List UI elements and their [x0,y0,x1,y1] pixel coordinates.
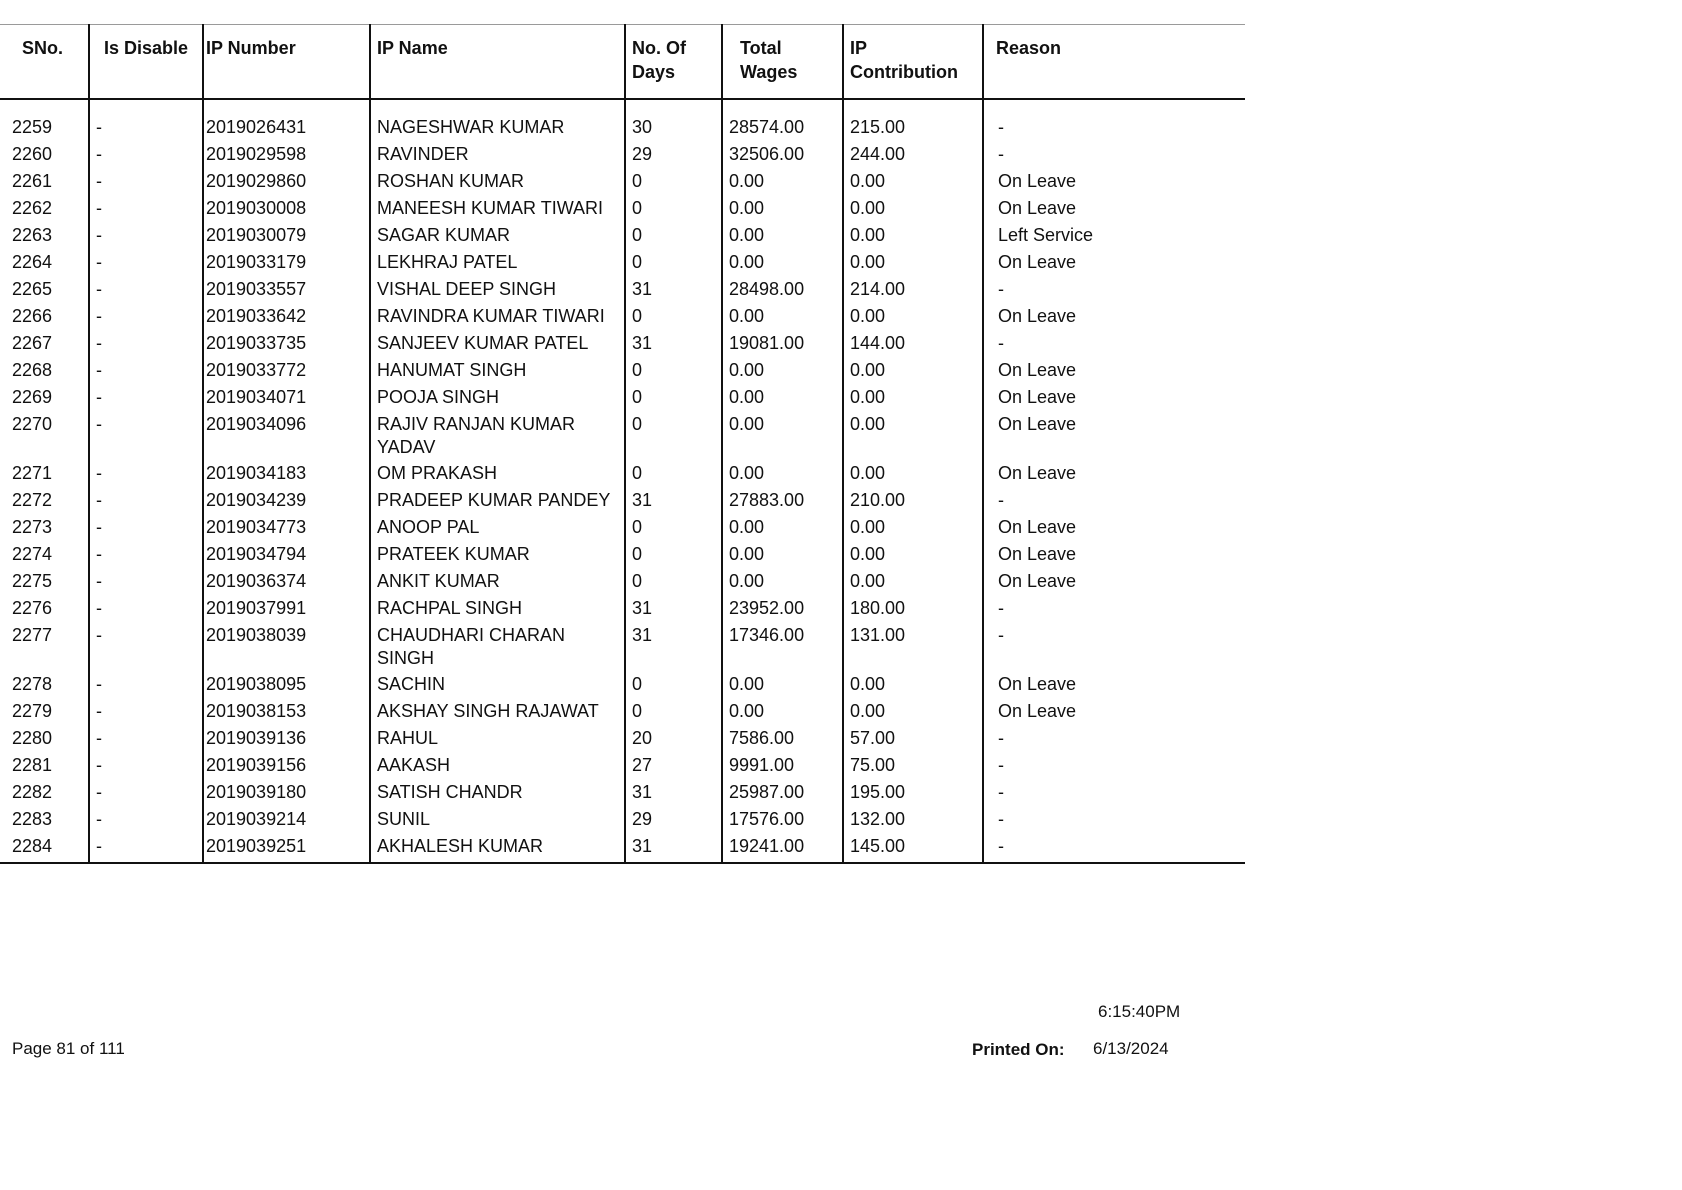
header-is-disable: Is Disable [89,25,203,100]
cell-ip-number: 2019034239 [203,486,370,513]
cell-reason: On Leave [983,567,1245,594]
cell-no-of-days: 0 [625,248,722,275]
cell-reason: - [983,275,1245,302]
table-row [0,697,1245,724]
cell-is-disable: - [89,778,203,805]
cell-ip-name: NAGESHWAR KUMAR [370,113,625,140]
cell-sno: 2260 [12,144,53,164]
cell-total-wages: 19081.00 [722,329,843,356]
cell-no-of-days: 31 [625,832,722,863]
cell-ip-contribution: 57.00 [843,724,983,751]
cell-reason: On Leave [983,248,1245,275]
cell-is-disable: - [89,567,203,594]
spacer-cell [370,99,625,113]
cell-no-of-days: 20 [625,724,722,751]
cell-ip-name: ROSHAN KUMAR [370,167,625,194]
spacer-cell [722,99,843,113]
cell-ip-name: SAGAR KUMAR [370,221,625,248]
cell-total-wages: 17576.00 [722,805,843,832]
table-row [0,486,1245,513]
cell-total-wages: 32506.00 [722,140,843,167]
cell-reason: Left Service [983,221,1245,248]
table-row [0,302,1245,329]
spacer-cell [983,99,1245,113]
cell-ip-number: 2019039180 [203,778,370,805]
cell-reason: On Leave [983,356,1245,383]
table-row [0,275,1245,302]
cell-sno: 2261 [12,171,53,191]
cell-no-of-days: 0 [625,513,722,540]
header-ip-contribution-line1: IP [850,38,868,58]
cell-no-of-days: 0 [625,356,722,383]
cell-sno: 2270 [12,414,53,434]
header-reason: Reason [983,25,1245,100]
cell-total-wages: 23952.00 [722,594,843,621]
spacer-cell [89,99,203,113]
cell-total-wages: 28498.00 [722,275,843,302]
spacer-cell [843,99,983,113]
cell-ip-name: RAJIV RANJAN KUMAR YADAV [370,410,625,459]
cell-ip-number: 2019029860 [203,167,370,194]
cell-total-wages: 0.00 [722,356,843,383]
cell-sno: 2265 [12,279,53,299]
cell-reason: - [983,832,1245,863]
cell-no-of-days: 31 [625,594,722,621]
cell-reason: - [983,621,1245,670]
cell-no-of-days: 0 [625,167,722,194]
cell-total-wages: 0.00 [722,167,843,194]
cell-is-disable: - [89,194,203,221]
cell-is-disable: - [89,670,203,697]
cell-is-disable: - [89,383,203,410]
cell-sno: 2279 [12,701,53,721]
cell-ip-contribution: 132.00 [843,805,983,832]
cell-is-disable: - [89,221,203,248]
table-row [0,140,1245,167]
cell-reason: On Leave [983,302,1245,329]
spacer-cell [0,99,89,113]
cell-ip-name: ANOOP PAL [370,513,625,540]
table-row [0,167,1245,194]
cell-is-disable: - [89,486,203,513]
cell-ip-contribution: 180.00 [843,594,983,621]
cell-sno: 2259 [12,117,53,137]
cell-reason: On Leave [983,167,1245,194]
cell-is-disable: - [89,459,203,486]
cell-ip-contribution: 0.00 [843,221,983,248]
cell-ip-name: SATISH CHANDR [370,778,625,805]
cell-sno: 2266 [12,306,53,326]
cell-ip-name: HANUMAT SINGH [370,356,625,383]
table-row [0,594,1245,621]
cell-total-wages: 0.00 [722,459,843,486]
cell-no-of-days: 31 [625,778,722,805]
table-row [0,410,1245,459]
cell-sno: 2281 [12,755,53,775]
cell-no-of-days: 0 [625,194,722,221]
cell-ip-contribution: 0.00 [843,459,983,486]
cell-reason: On Leave [983,697,1245,724]
cell-sno: 2276 [12,598,53,618]
cell-ip-contribution: 0.00 [843,670,983,697]
cell-ip-name: RAHUL [370,724,625,751]
header-total-wages-line2: Wages [740,62,798,82]
cell-sno: 2273 [12,517,53,537]
cell-is-disable: - [89,248,203,275]
spacer-cell [625,99,722,113]
cell-total-wages: 0.00 [722,302,843,329]
cell-ip-number: 2019034183 [203,459,370,486]
cell-total-wages: 9991.00 [722,751,843,778]
cell-ip-name: RAVINDER [370,140,625,167]
cell-total-wages: 0.00 [722,567,843,594]
cell-no-of-days: 27 [625,751,722,778]
cell-reason: - [983,140,1245,167]
spacer-cell [203,99,370,113]
header-no-of-days [625,25,722,100]
cell-total-wages: 25987.00 [722,778,843,805]
cell-ip-name: AKSHAY SINGH RAJAWAT [370,697,625,724]
cell-ip-number: 2019030008 [203,194,370,221]
cell-sno: 2272 [12,490,53,510]
cell-sno: 2264 [12,252,53,272]
cell-is-disable: - [89,805,203,832]
cell-reason: On Leave [983,410,1245,459]
cell-ip-name: ANKIT KUMAR [370,567,625,594]
cell-reason: On Leave [983,383,1245,410]
cell-sno: 2283 [12,809,53,829]
cell-total-wages: 0.00 [722,194,843,221]
cell-ip-number: 2019038153 [203,697,370,724]
cell-reason: - [983,329,1245,356]
cell-ip-number: 2019034794 [203,540,370,567]
cell-total-wages: 0.00 [722,670,843,697]
cell-ip-name: SUNIL [370,805,625,832]
cell-total-wages: 27883.00 [722,486,843,513]
cell-no-of-days: 0 [625,410,722,459]
header-total-wages-line1: Total [740,38,782,58]
cell-ip-contribution: 75.00 [843,751,983,778]
cell-sno: 2275 [12,571,53,591]
cell-sno: 2262 [12,198,53,218]
cell-total-wages: 0.00 [722,697,843,724]
cell-no-of-days: 0 [625,221,722,248]
cell-ip-contribution: 0.00 [843,410,983,459]
cell-ip-contribution: 0.00 [843,248,983,275]
cell-reason: On Leave [983,459,1245,486]
cell-ip-contribution: 144.00 [843,329,983,356]
cell-total-wages: 0.00 [722,383,843,410]
cell-no-of-days: 0 [625,670,722,697]
header-ip-number: IP Number [203,25,370,100]
contribution-table [0,24,1245,864]
cell-sno: 2268 [12,360,53,380]
table-row [0,356,1245,383]
cell-no-of-days: 0 [625,697,722,724]
cell-is-disable: - [89,751,203,778]
cell-total-wages: 0.00 [722,513,843,540]
cell-no-of-days: 0 [625,540,722,567]
cell-reason: On Leave [983,194,1245,221]
cell-ip-name: POOJA SINGH [370,383,625,410]
cell-ip-number: 2019034096 [203,410,370,459]
cell-total-wages: 28574.00 [722,113,843,140]
print-time: 6:15:40PM [1098,1002,1181,1021]
cell-ip-number: 2019038039 [203,621,370,670]
cell-no-of-days: 31 [625,486,722,513]
cell-ip-contribution: 131.00 [843,621,983,670]
cell-ip-contribution: 244.00 [843,140,983,167]
cell-total-wages: 0.00 [722,221,843,248]
table-row [0,751,1245,778]
cell-ip-name: LEKHRAJ PATEL [370,248,625,275]
table-row [0,670,1245,697]
cell-sno: 2269 [12,387,53,407]
table-row [0,832,1245,863]
cell-is-disable: - [89,621,203,670]
cell-ip-name: SANJEEV KUMAR PATEL [370,329,625,356]
cell-sno: 2277 [12,625,53,645]
cell-reason: - [983,486,1245,513]
cell-ip-number: 2019033735 [203,329,370,356]
table-row [0,567,1245,594]
cell-reason: - [983,751,1245,778]
cell-sno: 2267 [12,333,53,353]
cell-sno: 2282 [12,782,53,802]
cell-ip-number: 2019039251 [203,832,370,863]
cell-reason: On Leave [983,540,1245,567]
cell-no-of-days: 29 [625,805,722,832]
header-ip-name: IP Name [370,25,625,100]
cell-ip-contribution: 210.00 [843,486,983,513]
cell-ip-number: 2019034071 [203,383,370,410]
table-row [0,621,1245,670]
cell-ip-number: 2019036374 [203,567,370,594]
table-row [0,805,1245,832]
cell-reason: - [983,113,1245,140]
cell-ip-contribution: 0.00 [843,567,983,594]
cell-no-of-days: 0 [625,383,722,410]
cell-is-disable: - [89,167,203,194]
cell-ip-name: RAVINDRA KUMAR TIWARI [370,302,625,329]
cell-reason: - [983,594,1245,621]
cell-ip-contribution: 145.00 [843,832,983,863]
cell-ip-name: AAKASH [370,751,625,778]
cell-ip-name: MANEESH KUMAR TIWARI [370,194,625,221]
cell-ip-name: AKHALESH KUMAR [370,832,625,863]
cell-reason: On Leave [983,670,1245,697]
cell-ip-number: 2019037991 [203,594,370,621]
cell-ip-number: 2019033557 [203,275,370,302]
table-row [0,113,1245,140]
cell-no-of-days: 0 [625,302,722,329]
cell-is-disable: - [89,594,203,621]
cell-ip-name: SACHIN [370,670,625,697]
header-total-wages [722,25,843,100]
cell-sno: 2284 [0,832,89,863]
cell-no-of-days: 31 [625,329,722,356]
table-row [0,724,1245,751]
cell-ip-number: 2019039214 [203,805,370,832]
table-row [0,383,1245,410]
cell-ip-number: 2019034773 [203,513,370,540]
cell-total-wages: 0.00 [722,248,843,275]
cell-ip-number: 2019039136 [203,724,370,751]
cell-total-wages: 0.00 [722,540,843,567]
spacer-row [0,99,1245,113]
cell-total-wages: 0.00 [722,410,843,459]
table-body [0,99,1245,863]
cell-sno: 2280 [12,728,53,748]
cell-ip-name: OM PRAKASH [370,459,625,486]
header-row [0,25,1245,100]
cell-is-disable: - [89,302,203,329]
header-no-of-days-line1: No. Of [632,38,686,58]
cell-ip-contribution: 215.00 [843,113,983,140]
cell-no-of-days: 31 [625,275,722,302]
cell-total-wages: 19241.00 [722,832,843,863]
cell-ip-contribution: 195.00 [843,778,983,805]
cell-ip-contribution: 0.00 [843,167,983,194]
cell-total-wages: 7586.00 [722,724,843,751]
cell-no-of-days: 29 [625,140,722,167]
cell-reason: - [983,778,1245,805]
cell-ip-name: CHAUDHARI CHARAN SINGH [370,621,625,670]
cell-ip-number: 2019030079 [203,221,370,248]
page-number: Page 81 of 111 [12,1039,125,1058]
header-ip-contribution-line2: Contribution [850,62,958,82]
table-row [0,194,1245,221]
cell-is-disable: - [89,275,203,302]
cell-sno: 2263 [12,225,53,245]
cell-ip-contribution: 0.00 [843,540,983,567]
printed-on-label: Printed On: [972,1040,1065,1059]
header-no-of-days-line2: Days [632,62,676,82]
cell-is-disable: - [89,410,203,459]
cell-is-disable: - [89,697,203,724]
cell-is-disable: - [89,724,203,751]
cell-reason: On Leave [983,513,1245,540]
header-sno: SNo. [0,25,89,100]
cell-ip-contribution: 0.00 [843,383,983,410]
cell-reason: - [983,724,1245,751]
cell-no-of-days: 31 [625,621,722,670]
table-row [0,778,1245,805]
cell-is-disable: - [89,832,203,863]
cell-is-disable: - [89,540,203,567]
cell-is-disable: - [89,113,203,140]
table-row [0,329,1245,356]
cell-ip-number: 2019033179 [203,248,370,275]
cell-ip-number: 2019038095 [203,670,370,697]
cell-is-disable: - [89,356,203,383]
print-date: 6/13/2024 [1093,1039,1169,1058]
cell-is-disable: - [89,140,203,167]
cell-ip-number: 2019026431 [203,113,370,140]
cell-no-of-days: 30 [625,113,722,140]
cell-ip-name: RACHPAL SINGH [370,594,625,621]
cell-sno: 2274 [12,544,53,564]
cell-sno: 2278 [12,674,53,694]
cell-no-of-days: 0 [625,459,722,486]
table-row [0,221,1245,248]
table-row [0,248,1245,275]
table-row [0,540,1245,567]
cell-is-disable: - [89,329,203,356]
cell-sno: 2271 [12,463,53,483]
table-header [0,25,1245,100]
cell-ip-contribution: 0.00 [843,356,983,383]
header-ip-contribution [843,25,983,100]
cell-ip-contribution: 0.00 [843,513,983,540]
cell-ip-number: 2019033772 [203,356,370,383]
cell-no-of-days: 0 [625,567,722,594]
cell-ip-name: PRADEEP KUMAR PANDEY [370,486,625,513]
cell-ip-contribution: 214.00 [843,275,983,302]
table-row [0,513,1245,540]
cell-ip-name: VISHAL DEEP SINGH [370,275,625,302]
cell-ip-contribution: 0.00 [843,302,983,329]
table-row [0,459,1245,486]
cell-ip-contribution: 0.00 [843,194,983,221]
cell-reason: - [983,805,1245,832]
cell-ip-name: PRATEEK KUMAR [370,540,625,567]
cell-is-disable: - [89,513,203,540]
cell-total-wages: 17346.00 [722,621,843,670]
cell-ip-number: 2019029598 [203,140,370,167]
cell-ip-number: 2019033642 [203,302,370,329]
cell-ip-number: 2019039156 [203,751,370,778]
cell-ip-contribution: 0.00 [843,697,983,724]
